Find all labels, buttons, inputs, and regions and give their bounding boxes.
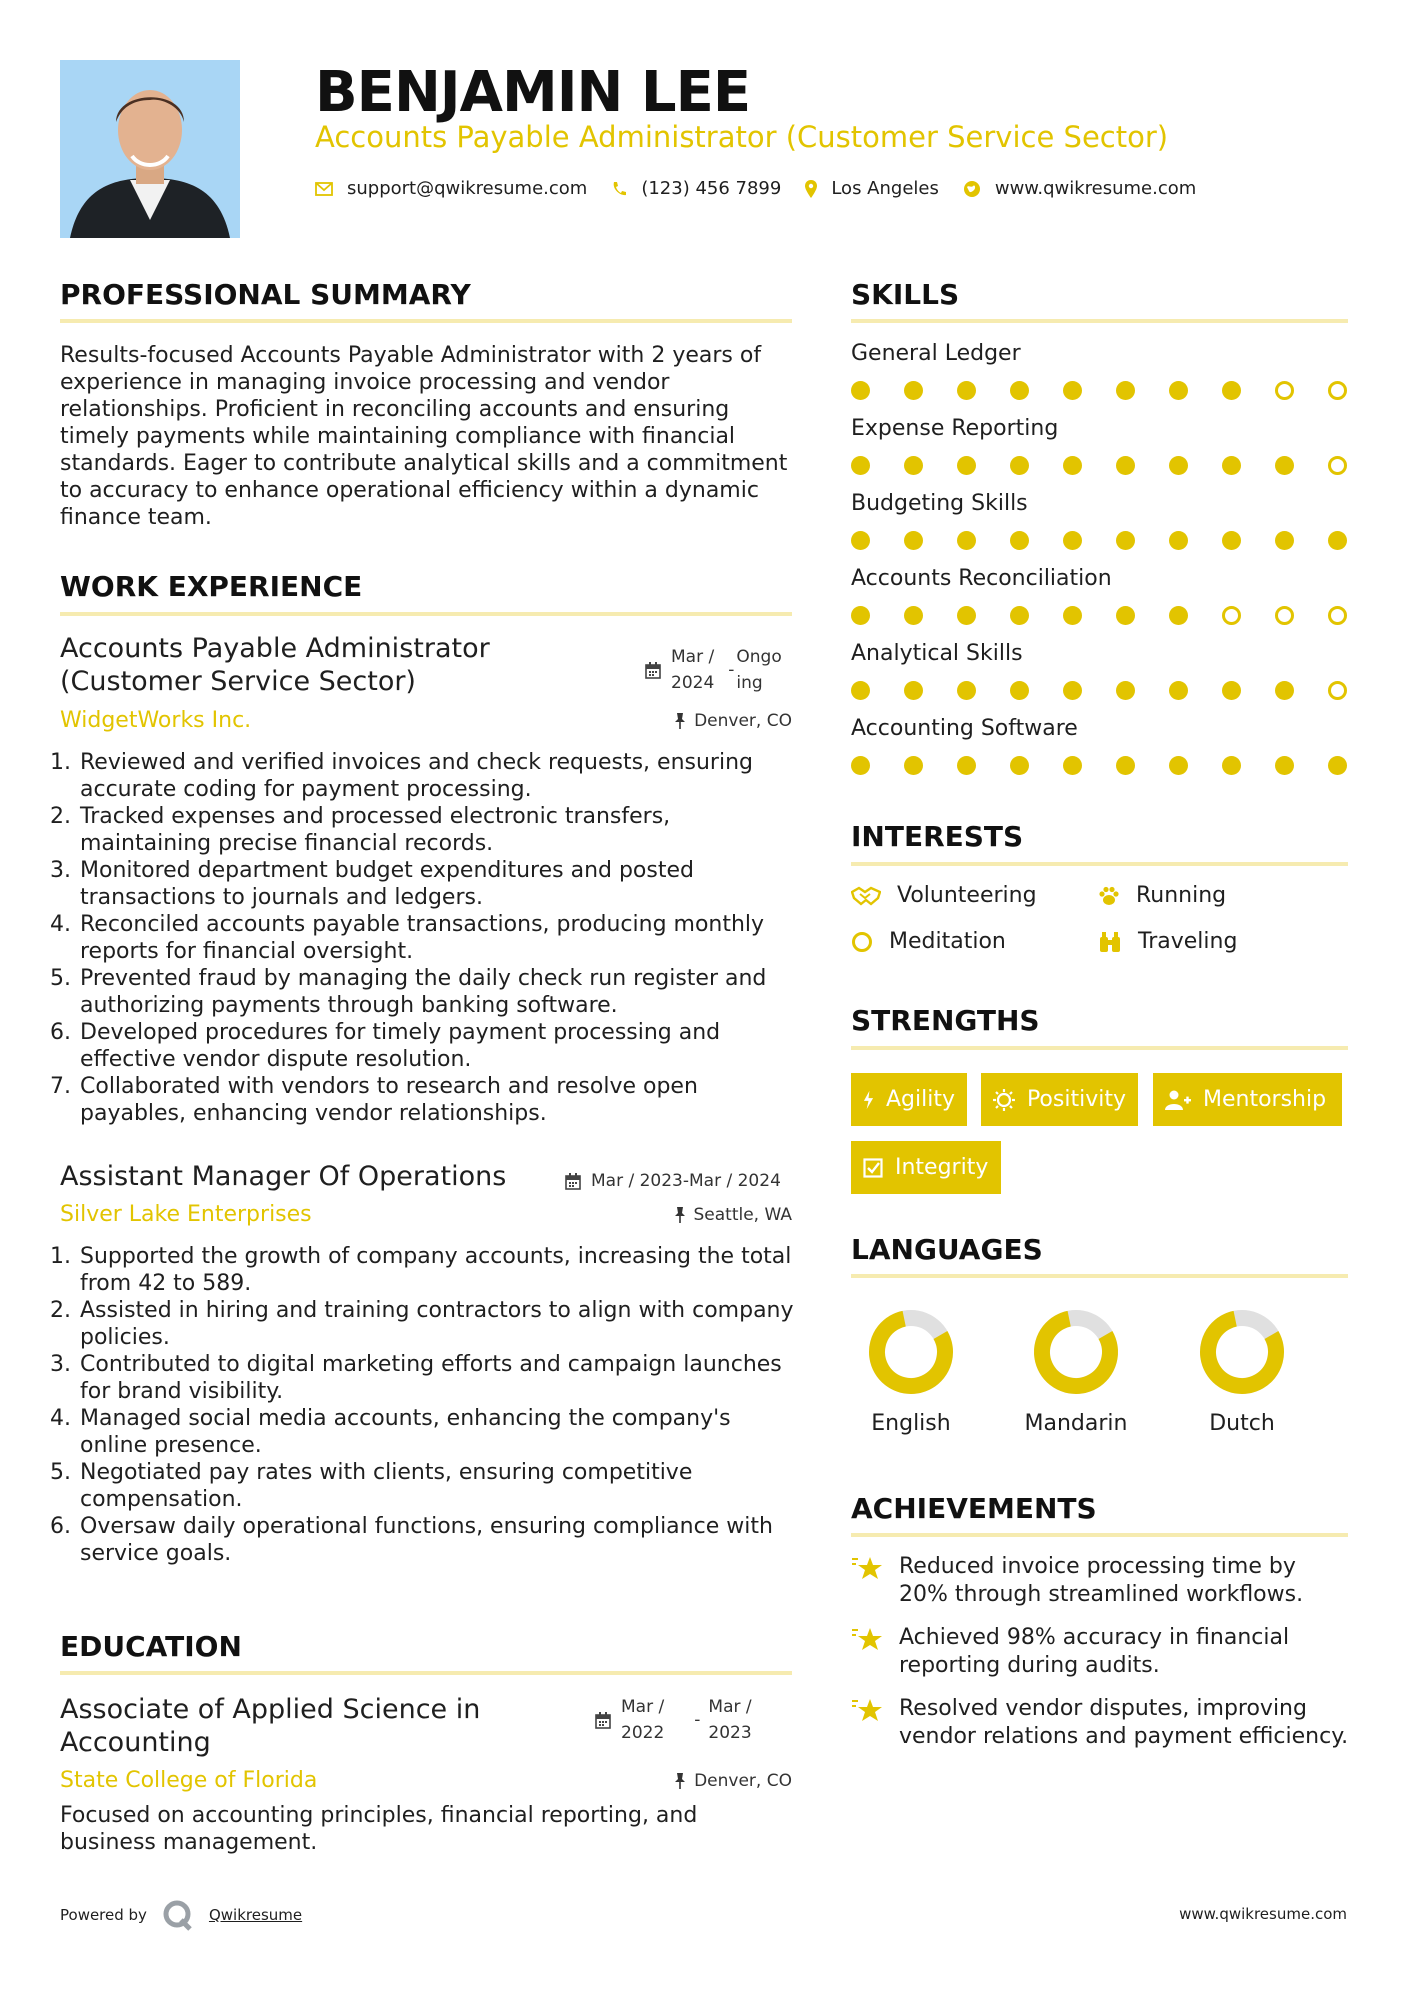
skill-rating — [851, 681, 1347, 700]
list-item: 7. Collaborated with vendors to research and resolve open payables, enhancing vendor relationships. — [78, 1073, 800, 1127]
rating-dot-empty — [1222, 606, 1241, 625]
achievements-heading: ACHIEVEMENTS — [851, 1492, 1097, 1525]
job-location: Seattle, WA — [674, 1205, 793, 1225]
candidate-title: Accounts Payable Administrator (Customer Service Sector) — [315, 120, 1169, 154]
interests-heading: INTERESTS — [851, 820, 1024, 853]
rating-dot-empty — [1328, 456, 1347, 475]
rating-dot-empty — [1328, 681, 1347, 700]
rating-dot-filled — [1169, 531, 1188, 550]
degree-title: Associate of Applied Science in Accounting — [60, 1694, 481, 1758]
rating-dot-filled — [904, 381, 923, 400]
rating-dot-filled — [1010, 756, 1029, 775]
calendar-icon — [565, 1173, 581, 1190]
rating-dot-filled — [1063, 456, 1082, 475]
rating-dot-filled — [1010, 381, 1029, 400]
contact-website[interactable]: www.qwikresume.com — [963, 178, 1196, 199]
skill-name: Budgeting Skills — [851, 491, 1028, 516]
company-name: Silver Lake Enterprises — [60, 1202, 312, 1227]
qwikresume-logo-icon — [161, 1898, 195, 1932]
rating-dot-filled — [1063, 681, 1082, 700]
list-item: 5. Prevented fraud by managing the daily check run register and authorizing payments through banking software. — [78, 965, 800, 1019]
rating-dot-filled — [1275, 681, 1294, 700]
footer-website[interactable]: www.qwikresume.com — [1179, 1905, 1347, 1923]
rating-dot-filled — [1169, 381, 1188, 400]
rating-dot-filled — [1222, 681, 1241, 700]
rating-dot-filled — [1222, 756, 1241, 775]
job-title: Accounts Payable Administrator (Customer Service Sector) — [60, 633, 490, 697]
map-pin-icon — [805, 180, 817, 198]
list-item: 4. Managed social media accounts, enhancing the company's online presence. — [78, 1405, 800, 1459]
rating-dot-filled — [1063, 756, 1082, 775]
language-name: English — [871, 1411, 951, 1436]
company-name: WidgetWorks Inc. — [60, 708, 252, 733]
interest-volunteering: Volunteering — [851, 883, 1037, 908]
list-item: 5. Negotiated pay rates with clients, ensuring competitive compensation. — [78, 1459, 800, 1513]
rating-dot-filled — [957, 456, 976, 475]
footer-powered-by: Powered by Qwikresume — [60, 1898, 302, 1932]
check-square-icon — [863, 1158, 883, 1178]
job-location: Denver, CO — [674, 711, 792, 731]
rating-dot-filled — [1063, 531, 1082, 550]
rating-dot-filled — [1169, 456, 1188, 475]
rating-dot-filled — [851, 606, 870, 625]
binoculars-icon — [1098, 931, 1122, 953]
rating-dot-filled — [904, 456, 923, 475]
job-title: Assistant Manager Of Operations — [60, 1161, 507, 1192]
achievement-item: Resolved vendor disputes, improving vendor relations and payment efficiency. — [851, 1695, 1351, 1751]
rating-dot-filled — [1222, 456, 1241, 475]
star-medal-icon — [851, 1697, 883, 1723]
rating-dot-filled — [1222, 381, 1241, 400]
envelope-icon — [315, 182, 333, 196]
rating-dot-filled — [1063, 381, 1082, 400]
rating-dot-filled — [851, 456, 870, 475]
pushpin-icon — [674, 1207, 686, 1223]
skill-rating — [851, 456, 1347, 475]
language-item — [1172, 1307, 1312, 1436]
rating-dot-empty — [1328, 606, 1347, 625]
achievement-item: Achieved 98% accuracy in financial reporting during audits. — [851, 1624, 1351, 1680]
list-item: 4. Reconciled accounts payable transactions, producing monthly reports for financial oversight. — [78, 911, 800, 965]
list-item: 1. Reviewed and verified invoices and check requests, ensuring accurate coding for payment processing. — [78, 749, 800, 803]
job-responsibilities — [60, 749, 800, 1127]
rating-dot-filled — [1116, 531, 1135, 550]
rating-dot-filled — [1010, 606, 1029, 625]
strength-badge: Agility — [851, 1073, 967, 1126]
rating-dot-filled — [1116, 681, 1135, 700]
list-item: 2. Assisted in hiring and training contractors to align with company policies. — [78, 1297, 800, 1351]
rating-dot-filled — [1116, 456, 1135, 475]
education-location: Denver, CO — [674, 1771, 792, 1791]
strength-badge: Mentorship — [1153, 1073, 1342, 1126]
job-responsibilities — [60, 1243, 800, 1567]
circle-icon — [851, 931, 873, 953]
rating-dot-empty — [1328, 381, 1347, 400]
education-dates: Mar / 2022 - Mar / 2023 — [595, 1694, 752, 1746]
list-item: 6. Oversaw daily operational functions, ensuring compliance with service goals. — [78, 1513, 800, 1567]
rating-dot-filled — [1328, 756, 1347, 775]
user-plus-icon — [1165, 1090, 1191, 1110]
rating-dot-filled — [851, 531, 870, 550]
rating-dot-filled — [851, 681, 870, 700]
languages-divider — [851, 1274, 1348, 1278]
education-heading: EDUCATION — [60, 1630, 242, 1663]
skills-heading: SKILLS — [851, 278, 960, 311]
rating-dot-filled — [1116, 606, 1135, 625]
strength-badge: Positivity — [981, 1073, 1138, 1126]
rating-dot-filled — [1169, 681, 1188, 700]
profile-photo — [60, 60, 240, 238]
skill-name: Accounting Software — [851, 716, 1078, 741]
pushpin-icon — [674, 1773, 686, 1789]
education-description: Focused on accounting principles, financial reporting, and business management. — [60, 1803, 698, 1855]
rating-dot-filled — [904, 756, 923, 775]
job-dates: Mar / 2024 - Ongo ing — [645, 644, 782, 696]
rating-dot-filled — [851, 756, 870, 775]
summary-text: Results-focused Accounts Payable Administrator with 2 years of experience in managing invoice processing and vendor relationships. Proficient in reconciling accounts and ensuring timely payments while maintaining compliance with financial standards. Eager to contribute analytical skills and a commitment to accuracy to enhance operational efficiency within a dynamic finance team. — [60, 343, 788, 530]
rating-dot-filled — [1328, 531, 1347, 550]
rating-dot-filled — [1010, 681, 1029, 700]
rating-dot-filled — [1010, 456, 1029, 475]
achievement-item: Reduced invoice processing time by 20% through streamlined workflows. — [851, 1553, 1351, 1609]
calendar-icon — [595, 1712, 611, 1729]
skill-rating — [851, 531, 1347, 550]
star-medal-icon — [851, 1626, 883, 1652]
work-divider — [60, 612, 792, 616]
globe-icon — [963, 180, 981, 198]
school-name: State College of Florida — [60, 1768, 318, 1793]
rating-dot-filled — [851, 381, 870, 400]
skills-divider — [851, 319, 1348, 323]
education-divider — [60, 1671, 792, 1675]
list-item: 3. Monitored department budget expenditures and posted transactions to journals and ledgers. — [78, 857, 800, 911]
rating-dot-filled — [1116, 381, 1135, 400]
list-item: 2. Tracked expenses and processed electronic transfers, maintaining precise financial records. — [78, 803, 800, 857]
rating-dot-filled — [1275, 456, 1294, 475]
phone-icon — [611, 181, 627, 197]
rating-dot-filled — [1275, 756, 1294, 775]
rating-dot-empty — [1275, 381, 1294, 400]
rating-dot-filled — [957, 606, 976, 625]
rating-dot-filled — [904, 606, 923, 625]
rating-dot-filled — [1169, 756, 1188, 775]
list-item: 1. Supported the growth of company accounts, increasing the total from 42 to 589. — [78, 1243, 800, 1297]
rating-dot-filled — [1116, 756, 1135, 775]
rating-dot-empty — [1275, 606, 1294, 625]
bolt-icon — [863, 1090, 874, 1110]
qwikresume-link[interactable]: Qwikresume — [208, 1906, 303, 1924]
summary-heading: PROFESSIONAL SUMMARY — [60, 278, 471, 311]
strengths-heading: STRENGTHS — [851, 1004, 1040, 1037]
candidate-name: BENJAMIN LEE — [315, 60, 751, 125]
star-medal-icon — [851, 1555, 883, 1581]
strength-badge: Integrity — [851, 1141, 1001, 1194]
list-item: 3. Contributed to digital marketing efforts and campaign launches for brand visibility. — [78, 1351, 800, 1405]
contact-email[interactable]: support@qwikresume.com — [315, 178, 587, 199]
rating-dot-filled — [957, 531, 976, 550]
rating-dot-filled — [957, 381, 976, 400]
achievements-divider — [851, 1533, 1348, 1537]
paw-icon — [1098, 886, 1120, 906]
handshake-icon — [851, 886, 881, 906]
language-item — [841, 1307, 981, 1436]
rating-dot-filled — [957, 681, 976, 700]
rating-dot-filled — [957, 756, 976, 775]
skill-name: Accounts Reconciliation — [851, 566, 1112, 591]
skill-rating — [851, 756, 1347, 775]
rating-dot-filled — [1222, 531, 1241, 550]
language-donut — [1197, 1307, 1287, 1397]
rating-dot-filled — [904, 531, 923, 550]
rating-dot-filled — [1063, 606, 1082, 625]
skill-name: General Ledger — [851, 341, 1021, 366]
calendar-icon — [645, 662, 661, 679]
work-heading: WORK EXPERIENCE — [60, 570, 363, 603]
contact-phone[interactable]: (123) 456 7899 — [611, 178, 781, 199]
language-donut — [866, 1307, 956, 1397]
language-donut — [1031, 1307, 1121, 1397]
interest-traveling: Traveling — [1098, 929, 1237, 954]
interests-divider — [851, 862, 1348, 866]
rating-dot-filled — [904, 681, 923, 700]
skill-name: Analytical Skills — [851, 641, 1023, 666]
pushpin-icon — [674, 713, 686, 729]
language-item — [1006, 1307, 1146, 1436]
skill-rating — [851, 606, 1347, 625]
summary-divider — [60, 319, 792, 323]
language-name: Mandarin — [1024, 1411, 1128, 1436]
strengths-divider — [851, 1046, 1348, 1050]
rating-dot-filled — [1169, 606, 1188, 625]
language-name: Dutch — [1209, 1411, 1275, 1436]
contact-bar — [315, 178, 1220, 199]
skill-rating — [851, 381, 1347, 400]
job-dates: Mar / 2023-Mar / 2024 — [565, 1171, 781, 1191]
sun-icon — [993, 1089, 1015, 1111]
list-item: 6. Developed procedures for timely payment processing and effective vendor dispute resolution. — [78, 1019, 800, 1073]
skill-name: Expense Reporting — [851, 416, 1059, 441]
rating-dot-filled — [1275, 531, 1294, 550]
interest-running: Running — [1098, 883, 1226, 908]
interest-meditation: Meditation — [851, 929, 1006, 954]
rating-dot-filled — [1010, 531, 1029, 550]
languages-heading: LANGUAGES — [851, 1233, 1043, 1266]
contact-location: Los Angeles — [805, 178, 939, 199]
